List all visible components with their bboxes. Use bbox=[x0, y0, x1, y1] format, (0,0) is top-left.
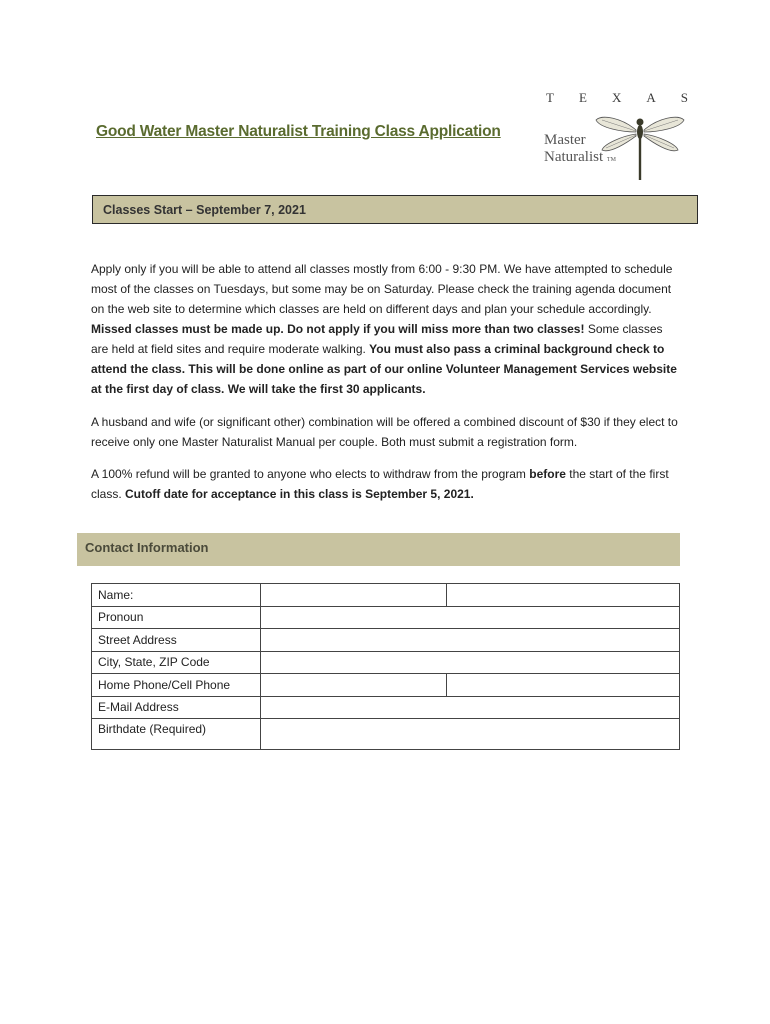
form-field-input[interactable] bbox=[261, 674, 447, 697]
form-field-label: Street Address bbox=[92, 629, 261, 652]
form-field-input[interactable] bbox=[261, 696, 680, 719]
form-row bbox=[92, 606, 680, 629]
form-row bbox=[92, 719, 680, 750]
intro-paragraph-2: A husband and wife (or significant other) combination will be offered a combined discount of $30 if they elect to receive only one Master Naturalist Manual per couple. Both must submit a registration form. bbox=[91, 415, 678, 449]
contact-information-banner bbox=[77, 533, 680, 566]
intro-paragraph-3: A 100% refund will be granted to anyone who elects to withdraw from the program before the start of the first class. Cutoff date for acceptance in this class is September 5, 2021. bbox=[91, 467, 669, 501]
form-field-label: Home Phone/Cell Phone bbox=[92, 674, 261, 697]
logo-texas-letters: T E X A S bbox=[546, 90, 688, 105]
intro-paragraph-1: Apply only if you will be able to attend all classes mostly from 6:00 - 9:30 PM. We have attempted to schedule most of the classes on Tuesdays, but some may be on Saturday. Please check the training agenda document on the web site to determine which classes are held on different days and plan your schedule accordingly. Missed classes must be made up. Do not apply if you will miss more than two classes! Some classes are held at field sites and require moderate walking. You must also pass a criminal background check to attend the class. This will be done online as part of our online Volunteer Management Services website at the first day of class. We will take the first 30 applicants. bbox=[91, 262, 677, 396]
logo-naturalist-text: Naturalist TM bbox=[544, 149, 616, 165]
form-field-input[interactable] bbox=[261, 584, 447, 607]
contact-information-heading: Contact Information bbox=[85, 540, 209, 555]
classes-start-banner bbox=[92, 195, 698, 224]
form-row bbox=[92, 696, 680, 719]
texas-master-naturalist-logo bbox=[542, 90, 692, 182]
form-field-label: Name: bbox=[92, 584, 261, 607]
form-field-input-secondary[interactable] bbox=[447, 674, 680, 697]
logo-master-text: Master bbox=[544, 132, 586, 148]
dragonfly-icon bbox=[592, 108, 692, 182]
form-field-input[interactable] bbox=[261, 719, 680, 750]
form-field-input[interactable] bbox=[261, 606, 680, 629]
form-field-label: Birthdate (Required) bbox=[92, 719, 261, 750]
form-row bbox=[92, 629, 680, 652]
page-title: Good Water Master Naturalist Training Class Application bbox=[96, 123, 501, 140]
form-field-input[interactable] bbox=[261, 651, 680, 674]
form-field-label: E-Mail Address bbox=[92, 696, 261, 719]
form-row bbox=[92, 674, 680, 697]
form-row bbox=[92, 584, 680, 607]
form-row bbox=[92, 651, 680, 674]
form-field-input-secondary[interactable] bbox=[447, 584, 680, 607]
form-field-label: City, State, ZIP Code bbox=[92, 651, 261, 674]
contact-form-table bbox=[91, 583, 680, 750]
form-field-input[interactable] bbox=[261, 629, 680, 652]
classes-start-label: Classes Start – September 7, 2021 bbox=[103, 203, 306, 217]
form-field-label: Pronoun bbox=[92, 606, 261, 629]
